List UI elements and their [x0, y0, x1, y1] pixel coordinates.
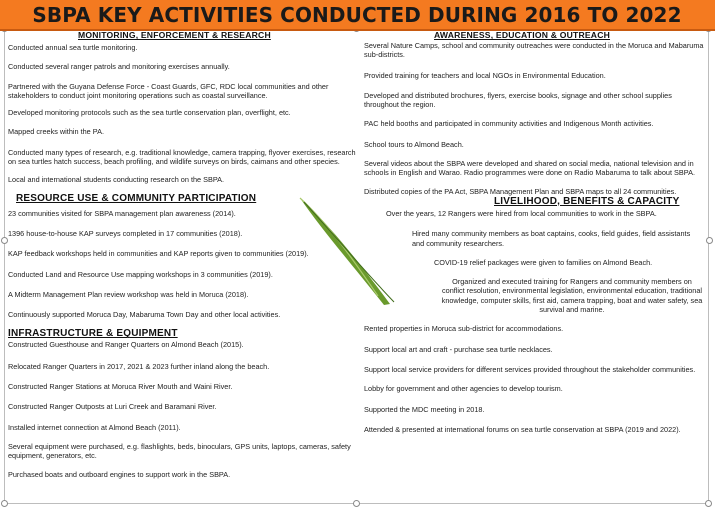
- monitoring-item-1: Conducted annual sea turtle monitoring.: [8, 43, 138, 52]
- livelihood-item-9: Supported the MDC meeting in 2018.: [364, 404, 485, 414]
- livelihood-item-8: Lobby for government and other agencies to develop tourism.: [364, 384, 563, 394]
- livelihood-item-2: Hired many community members as boat captains, cooks, field guides, field assistants and community researchers.: [412, 229, 691, 248]
- infrastructure-item-3: Constructed Ranger Stations at Moruca River Mouth and Waini River.: [8, 382, 233, 392]
- livelihood-heading: LIVELIHOOD, BENEFITS & CAPACITY: [494, 195, 680, 207]
- monitoring-item-5: Mapped creeks within the PA.: [8, 127, 104, 137]
- infrastructure-item-1: Constructed Guesthouse and Ranger Quarters on Almond Beach (2015).: [8, 340, 244, 350]
- monitoring-item-6: Conducted many types of research, e.g. traditional knowledge, camera trapping, flyover exercises, research on sea turtles hatch success, beach profiling, and wildlife surveys on birds, caimans and other species.: [8, 147, 356, 167]
- page-title: SBPA KEY ACTIVITIES CONDUCTED DURING 2016 TO 2022: [32, 3, 682, 27]
- left-column: [8, 30, 358, 479]
- title-banner: [0, 0, 715, 31]
- awareness-item-4: PAC held booths and participated in community activities and Indigenous Month activities.: [364, 119, 654, 129]
- resize-handle-middle-right[interactable]: [706, 237, 713, 244]
- livelihood-item-3: COVID-19 relief packages were given to families on Almond Beach.: [434, 257, 653, 267]
- livelihood-item-1: Over the years, 12 Rangers were hired from local communities to work in the SBPA.: [386, 208, 657, 218]
- livelihood-item-4: Organized and executed training for Rangers and community members on conflict resolution, environmental legislation, environmental education, traditional knowledge, computer skills, first aid, camera trapping, boat and water safety, sea survival and marine.: [441, 277, 703, 315]
- infrastructure-item-5: Installed internet connection at Almond Beach (2011).: [8, 422, 181, 432]
- right-column: [364, 30, 704, 434]
- resource-item-3: KAP feedback workshops held in communities and KAP reports given to communities (2019).: [8, 249, 309, 259]
- monitoring-item-2: Conducted several ranger patrols and monitoring exercises annually.: [8, 62, 230, 72]
- monitoring-item-7: Local and international students conducting research on the SBPA.: [8, 175, 225, 185]
- awareness-item-6: Several videos about the SBPA were developed and shared on social media, national television and in schools in English and Warao. Radio programmes were done on Radio Mabaruma to talk about SBPA.: [364, 159, 695, 178]
- livelihood-item-6: Support local art and craft - purchase sea turtle necklaces.: [364, 344, 553, 354]
- awareness-item-5: School tours to Almond Beach.: [364, 139, 464, 149]
- infrastructure-item-4: Constructed Ranger Outposts at Luri Creek and Baramani River.: [8, 402, 217, 412]
- awareness-item-3: Developed and distributed brochures, flyers, exercise books, signage and other school supplies throughout the region.: [364, 90, 672, 110]
- infrastructure-heading: INFRASTRUCTURE & EQUIPMENT: [8, 328, 178, 340]
- resize-handle-middle-left[interactable]: [1, 237, 8, 244]
- resource-item-6: Continuously supported Moruca Day, Mabaruma Town Day and other local activities.: [8, 310, 281, 320]
- resource-heading: RESOURCE USE & COMMUNITY PARTICIPATION: [16, 192, 257, 204]
- monitoring-item-3: Partnered with the Guyana Defense Force - Coast Guards, GFC, RDC local communities and other stakeholders to conduct joint monitoring operations such as coastal surveillance.: [8, 81, 329, 100]
- resource-item-4: Conducted Land and Resource Use mapping workshops in 3 communities (2019).: [8, 269, 273, 279]
- infrastructure-item-2: Relocated Ranger Quarters in 2017, 2021 & 2023 further inland along the beach.: [8, 361, 270, 371]
- awareness-item-2: Provided training for teachers and local NGOs in Environmental Education.: [364, 70, 606, 80]
- infrastructure-item-6: Several equipment were purchased, e.g. flashlights, beds, binoculars, GPS units, laptops, cameras, safety equipment, generators, etc.: [8, 441, 351, 461]
- livelihood-item-7: Support local service providers for different services provided throughout the stakeholder communities.: [364, 364, 696, 374]
- monitoring-heading: MONITORING, ENFORCEMENT & RESEARCH: [78, 30, 271, 40]
- livelihood-item-10: Attended & presented at international forums on sea turtle conservation at SBPA (2019 and 2022).: [364, 424, 681, 434]
- livelihood-item-5: Rented properties in Moruca sub-district for accommodations.: [364, 324, 564, 334]
- resource-item-1: 23 communities visited for SBPA management plan awareness (2014).: [8, 208, 236, 218]
- infrastructure-item-7: Purchased boats and outboard engines to support work in the SBPA.: [8, 469, 231, 479]
- resize-handle-bottom-right[interactable]: [705, 500, 712, 507]
- awareness-heading: AWARENESS, EDUCATION & OUTREACH: [434, 30, 611, 40]
- monitoring-item-4: Developed monitoring protocols such as the sea turtle conservation plan, overflight, etc.: [8, 108, 291, 118]
- resource-item-2: 1396 house-to-house KAP surveys completed in 17 communities (2018).: [8, 228, 243, 238]
- awareness-item-1: Several Nature Camps, school and community outreaches were conducted in the Moruca and Mabaruma sub-districts.: [364, 41, 704, 60]
- resize-handle-bottom-left[interactable]: [1, 500, 8, 507]
- awareness-item-7: Distributed copies of the PA Act, SBPA Management Plan and SBPA maps to all 24 communities.: [364, 186, 677, 196]
- resource-item-5: A Midterm Management Plan review workshop was held in Moruca (2018).: [8, 289, 249, 299]
- resize-handle-bottom-center[interactable]: [353, 500, 360, 507]
